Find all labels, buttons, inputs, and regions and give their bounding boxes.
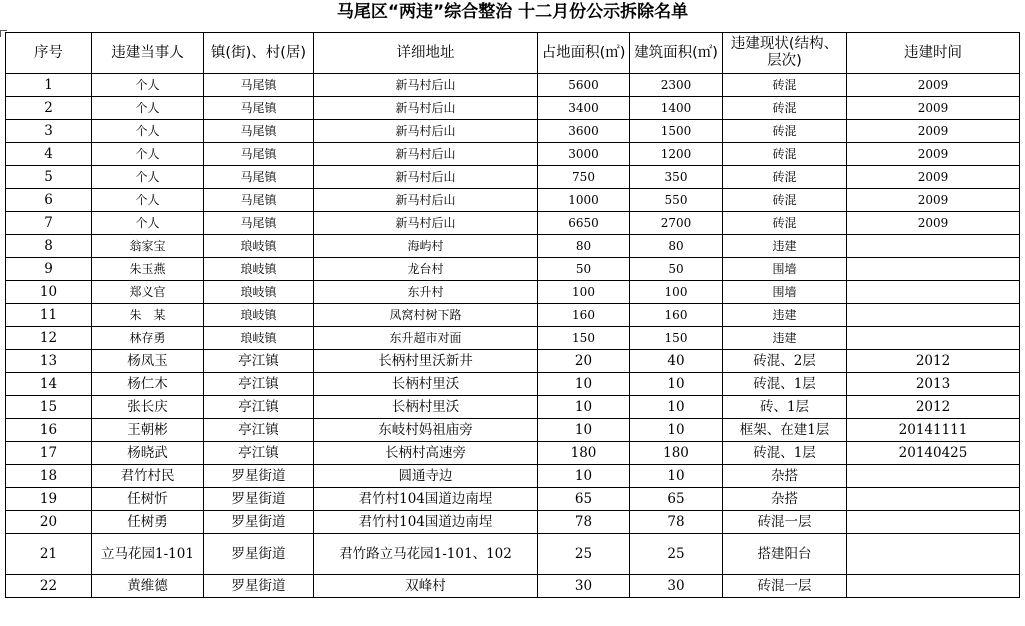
cell-status: 砖混一层: [723, 511, 847, 534]
cell-address: 海屿村: [314, 235, 538, 258]
cell-seq: 8: [6, 235, 92, 258]
cell-land-area: 160: [538, 304, 630, 327]
cell-land-area: 150: [538, 327, 630, 350]
cell-address: 君竹路立马花园1-101、102: [314, 534, 538, 575]
table-body: [6, 74, 1020, 598]
cell-status: 框架、在建1层: [723, 419, 847, 442]
cell-seq: 17: [6, 442, 92, 465]
table-row: [6, 166, 1020, 189]
cell-land-area: 65: [538, 488, 630, 511]
cell-party: 个人: [92, 189, 204, 212]
cell-address: 君竹村104国道边南埕: [314, 488, 538, 511]
table-row: [6, 396, 1020, 419]
cell-land-area: 20: [538, 350, 630, 373]
cell-land-area: 10: [538, 419, 630, 442]
cell-time: 2012: [847, 396, 1020, 419]
cell-time: 2009: [847, 143, 1020, 166]
header-land-area: 占地面积(㎡): [538, 33, 630, 74]
cell-town: 马尾镇: [204, 212, 314, 235]
cell-address: 长柄村里沃新井: [314, 350, 538, 373]
cell-town: 亭江镇: [204, 396, 314, 419]
cell-status: 围墙: [723, 258, 847, 281]
cell-party: 个人: [92, 143, 204, 166]
demolition-list-table: [5, 32, 1020, 598]
cell-party: 君竹村民: [92, 465, 204, 488]
cell-seq: 5: [6, 166, 92, 189]
table-row: [6, 465, 1020, 488]
cell-town: 亭江镇: [204, 419, 314, 442]
cell-town: 琅岐镇: [204, 235, 314, 258]
cell-seq: 13: [6, 350, 92, 373]
cell-build-area: 10: [630, 419, 723, 442]
header-party: 违建当事人: [92, 33, 204, 74]
cell-time: [847, 465, 1020, 488]
cell-build-area: 1500: [630, 120, 723, 143]
header-address: 详细地址: [314, 33, 538, 74]
cell-status: 砖混: [723, 212, 847, 235]
cell-status: 砖混、2层: [723, 350, 847, 373]
cell-town: 罗星街道: [204, 488, 314, 511]
table-row: [6, 419, 1020, 442]
cell-build-area: 50: [630, 258, 723, 281]
cell-time: [847, 327, 1020, 350]
cell-seq: 16: [6, 419, 92, 442]
table-row: [6, 258, 1020, 281]
cell-seq: 6: [6, 189, 92, 212]
cell-address: 东岐村妈祖庙旁: [314, 419, 538, 442]
cell-status: 砖混: [723, 74, 847, 97]
cell-address: 长柄村高速旁: [314, 442, 538, 465]
cell-time: [847, 304, 1020, 327]
cell-party: 杨晓武: [92, 442, 204, 465]
cell-seq: 18: [6, 465, 92, 488]
cell-land-area: 50: [538, 258, 630, 281]
cell-build-area: 10: [630, 373, 723, 396]
cell-town: 马尾镇: [204, 166, 314, 189]
cell-seq: 21: [6, 534, 92, 575]
header-row: [6, 33, 1020, 74]
cell-time: 2013: [847, 373, 1020, 396]
table-row: [6, 350, 1020, 373]
cell-status: 砖混: [723, 166, 847, 189]
cell-seq: 7: [6, 212, 92, 235]
cell-build-area: 1200: [630, 143, 723, 166]
cell-time: [847, 488, 1020, 511]
cell-time: 2009: [847, 74, 1020, 97]
cell-land-area: 80: [538, 235, 630, 258]
table-row: [6, 575, 1020, 598]
cell-party: 黄维德: [92, 575, 204, 598]
cell-land-area: 3400: [538, 97, 630, 120]
cell-address: 新马村后山: [314, 189, 538, 212]
cell-party: 个人: [92, 74, 204, 97]
cell-seq: 9: [6, 258, 92, 281]
cell-status: 违建: [723, 235, 847, 258]
cell-build-area: 2300: [630, 74, 723, 97]
cell-address: 君竹村104国道边南埕: [314, 511, 538, 534]
cell-town: 琅岐镇: [204, 281, 314, 304]
cell-seq: 20: [6, 511, 92, 534]
cell-address: 新马村后山: [314, 74, 538, 97]
cell-status: 杂搭: [723, 488, 847, 511]
cell-party: 杨凤玉: [92, 350, 204, 373]
cell-town: 琅岐镇: [204, 304, 314, 327]
cell-party: 朱玉燕: [92, 258, 204, 281]
cell-town: 琅岐镇: [204, 258, 314, 281]
cell-build-area: 78: [630, 511, 723, 534]
cell-build-area: 160: [630, 304, 723, 327]
cell-status: 砖混、1层: [723, 373, 847, 396]
table-row: [6, 534, 1020, 575]
cell-build-area: 2700: [630, 212, 723, 235]
cell-party: 个人: [92, 212, 204, 235]
cell-time: [847, 281, 1020, 304]
cell-town: 罗星街道: [204, 511, 314, 534]
cell-party: 郑义官: [92, 281, 204, 304]
cell-time: [847, 258, 1020, 281]
table-row: [6, 189, 1020, 212]
cell-seq: 14: [6, 373, 92, 396]
cell-seq: 4: [6, 143, 92, 166]
cell-seq: 19: [6, 488, 92, 511]
cell-town: 琅岐镇: [204, 327, 314, 350]
cell-time: 20141111: [847, 419, 1020, 442]
table-row: [6, 143, 1020, 166]
cell-party: 立马花园1-101: [92, 534, 204, 575]
cell-time: 2009: [847, 189, 1020, 212]
cell-status: 砖、1层: [723, 396, 847, 419]
cell-land-area: 180: [538, 442, 630, 465]
header-build-area: 建筑面积(㎡): [630, 33, 723, 74]
cell-party: 杨仁木: [92, 373, 204, 396]
cell-town: 马尾镇: [204, 189, 314, 212]
table-row: [6, 120, 1020, 143]
cell-land-area: 3000: [538, 143, 630, 166]
cell-build-area: 1400: [630, 97, 723, 120]
cell-address: 东升超市对面: [314, 327, 538, 350]
cell-seq: 11: [6, 304, 92, 327]
cell-town: 罗星街道: [204, 575, 314, 598]
cell-status: 砖混: [723, 189, 847, 212]
table-row: [6, 97, 1020, 120]
cell-address: 新马村后山: [314, 166, 538, 189]
cell-party: 王朝彬: [92, 419, 204, 442]
table-row: [6, 327, 1020, 350]
cell-status: 砖混、1层: [723, 442, 847, 465]
cell-address: 圆通寺边: [314, 465, 538, 488]
cell-seq: 22: [6, 575, 92, 598]
cell-status: 杂搭: [723, 465, 847, 488]
cell-party: 朱 某: [92, 304, 204, 327]
cell-town: 罗星街道: [204, 534, 314, 575]
cell-town: 亭江镇: [204, 442, 314, 465]
cell-town: 亭江镇: [204, 350, 314, 373]
document-title: 马尾区“两违”综合整治 十二月份公示拆除名单: [336, 2, 689, 22]
cell-land-area: 3600: [538, 120, 630, 143]
cell-build-area: 550: [630, 189, 723, 212]
cell-party: 翁家宝: [92, 235, 204, 258]
cell-seq: 1: [6, 74, 92, 97]
cell-build-area: 25: [630, 534, 723, 575]
cell-seq: 10: [6, 281, 92, 304]
cell-land-area: 100: [538, 281, 630, 304]
cell-land-area: 10: [538, 465, 630, 488]
table-row: [6, 488, 1020, 511]
cell-status: 砖混: [723, 143, 847, 166]
cell-time: 2012: [847, 350, 1020, 373]
table-row: [6, 281, 1020, 304]
cell-status: 砖混: [723, 97, 847, 120]
cell-land-area: 30: [538, 575, 630, 598]
table-row: [6, 442, 1020, 465]
cell-party: 任树勇: [92, 511, 204, 534]
cell-land-area: 1000: [538, 189, 630, 212]
cell-land-area: 10: [538, 373, 630, 396]
cell-town: 马尾镇: [204, 74, 314, 97]
cell-party: 林存勇: [92, 327, 204, 350]
cell-town: 马尾镇: [204, 97, 314, 120]
cell-address: 新马村后山: [314, 97, 538, 120]
cell-address: 新马村后山: [314, 120, 538, 143]
cell-land-area: 6650: [538, 212, 630, 235]
cell-seq: 12: [6, 327, 92, 350]
cell-town: 亭江镇: [204, 373, 314, 396]
cell-address: 新马村后山: [314, 143, 538, 166]
cell-status: 砖混: [723, 120, 847, 143]
header-seq: 序号: [6, 33, 92, 74]
cell-status: 砖混一层: [723, 575, 847, 598]
cell-status: 违建: [723, 304, 847, 327]
cell-party: 任树忻: [92, 488, 204, 511]
cell-time: 2009: [847, 97, 1020, 120]
cell-land-area: 10: [538, 396, 630, 419]
cell-land-area: 750: [538, 166, 630, 189]
cell-address: 长柄村里沃: [314, 373, 538, 396]
cell-build-area: 350: [630, 166, 723, 189]
cell-party: 个人: [92, 97, 204, 120]
cell-seq: 15: [6, 396, 92, 419]
cell-time: [847, 511, 1020, 534]
table-row: [6, 304, 1020, 327]
cell-status: 围墙: [723, 281, 847, 304]
cell-time: 20140425: [847, 442, 1020, 465]
cell-status: 违建: [723, 327, 847, 350]
header-time: 违建时间: [847, 33, 1020, 74]
cell-time: 2009: [847, 120, 1020, 143]
cell-address: 双峰村: [314, 575, 538, 598]
cell-address: 东升村: [314, 281, 538, 304]
cell-status: 搭建阳台: [723, 534, 847, 575]
table-row: [6, 212, 1020, 235]
cell-build-area: 65: [630, 488, 723, 511]
cell-address: 新马村后山: [314, 212, 538, 235]
cell-build-area: 40: [630, 350, 723, 373]
cell-time: 2009: [847, 166, 1020, 189]
cell-party: 个人: [92, 120, 204, 143]
table-row: [6, 235, 1020, 258]
cell-build-area: 10: [630, 396, 723, 419]
cell-address: 龙台村: [314, 258, 538, 281]
cell-land-area: 5600: [538, 74, 630, 97]
table-row: [6, 373, 1020, 396]
cell-town: 罗星街道: [204, 465, 314, 488]
cell-time: [847, 534, 1020, 575]
table-row: [6, 511, 1020, 534]
cell-party: 个人: [92, 166, 204, 189]
cell-address: 长柄村里沃: [314, 396, 538, 419]
cell-build-area: 30: [630, 575, 723, 598]
cell-land-area: 25: [538, 534, 630, 575]
cell-land-area: 78: [538, 511, 630, 534]
cell-time: 2009: [847, 212, 1020, 235]
cell-town: 马尾镇: [204, 120, 314, 143]
cell-town: 马尾镇: [204, 143, 314, 166]
header-town: 镇(街)、村(居): [204, 33, 314, 74]
cell-seq: 2: [6, 97, 92, 120]
cell-time: [847, 235, 1020, 258]
cell-build-area: 150: [630, 327, 723, 350]
header-status: 违建现状(结构、层次): [723, 33, 847, 74]
cell-build-area: 100: [630, 281, 723, 304]
cell-build-area: 80: [630, 235, 723, 258]
cell-address: 凤窝村树下路: [314, 304, 538, 327]
cell-seq: 3: [6, 120, 92, 143]
cell-build-area: 180: [630, 442, 723, 465]
table-row: [6, 74, 1020, 97]
cell-time: [847, 575, 1020, 598]
cell-build-area: 10: [630, 465, 723, 488]
cell-party: 张长庆: [92, 396, 204, 419]
